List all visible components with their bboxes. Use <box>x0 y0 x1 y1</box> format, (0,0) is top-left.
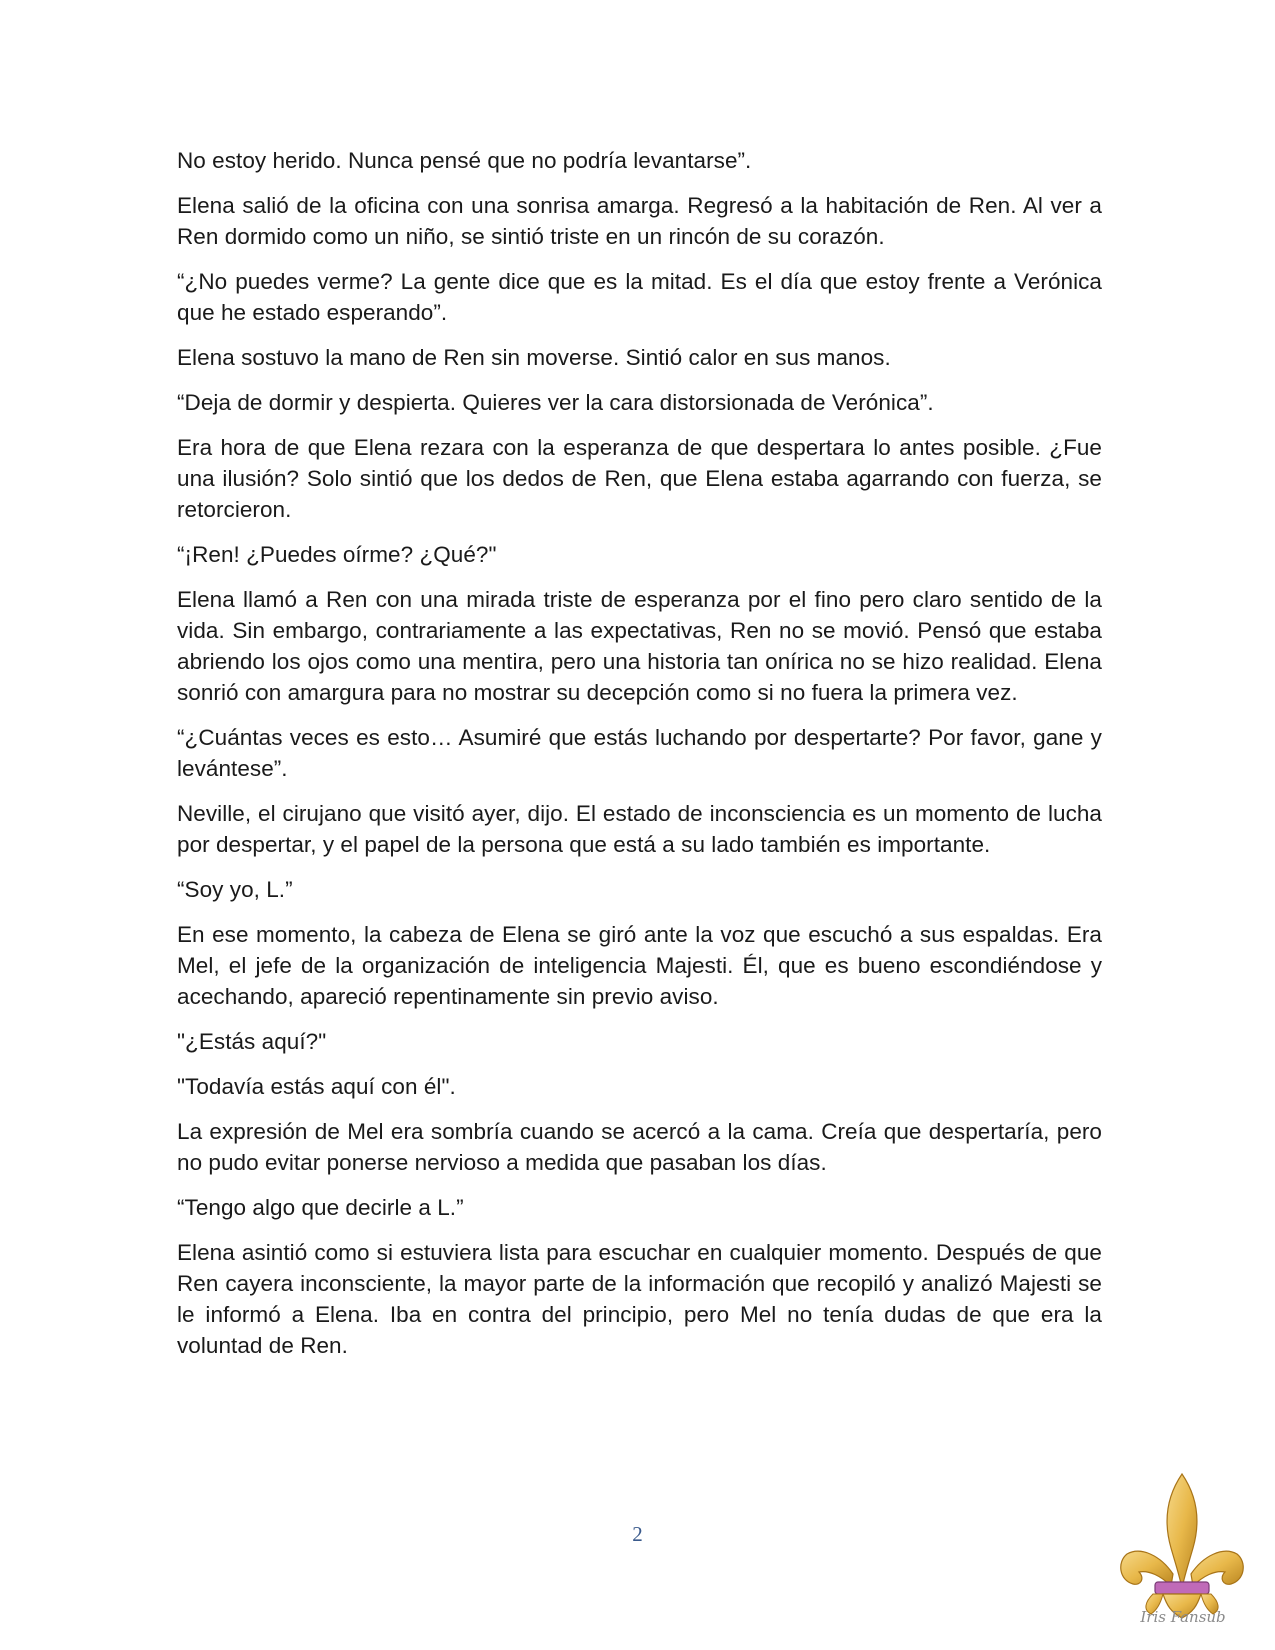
paragraph: Era hora de que Elena rezara con la esperanza de que despertara lo antes posible. ¿Fue una ilusión? Solo sintió que los dedos de Ren, que Elena estaba agarrando con fuerza, se retorcieron. <box>177 435 1102 522</box>
paragraph: Neville, el cirujano que visitó ayer, dijo. El estado de inconsciencia es un momento de lucha por despertar, y el papel de la persona que está a su lado también es importante. <box>177 801 1102 857</box>
paragraph: La expresión de Mel era sombría cuando se acercó a la cama. Creía que despertaría, pero no pudo evitar ponerse nervioso a medida que pasaban los días. <box>177 1119 1102 1175</box>
paragraph: En ese momento, la cabeza de Elena se giró ante la voz que escuchó a sus espaldas. Era Mel, el jefe de la organización de inteligencia Majesti. Él, que es bueno escondiéndose y acechando, apareció repentinamente sin previo aviso. <box>177 922 1102 1009</box>
paragraph: “Soy yo, L.” <box>177 877 293 902</box>
paragraph: No estoy herido. Nunca pensé que no podría levantarse”. <box>177 148 752 173</box>
page-body <box>177 145 1102 1375</box>
paragraph: “¡Ren! ¿Puedes oírme? ¿Qué?" <box>177 542 497 567</box>
paragraph: “¿No puedes verme? La gente dice que es la mitad. Es el día que estoy frente a Verónica que he estado esperando”. <box>177 269 1102 325</box>
paragraph: Elena llamó a Ren con una mirada triste de esperanza por el fino pero claro sentido de la vida. Sin embargo, contrariamente a las expectativas, Ren no se movió. Pensó que estaba abriendo los ojos como una mentira, pero una historia tan onírica no se hizo realidad. Elena sonrió con amargura para no mostrar su decepción como si no fuera la primera vez. <box>177 587 1102 705</box>
paragraph: Elena salió de la oficina con una sonrisa amarga. Regresó a la habitación de Ren. Al ver a Ren dormido como un niño, se sintió triste en un rincón de su corazón. <box>177 193 1102 249</box>
paragraph: "¿Estás aquí?" <box>177 1029 327 1054</box>
watermark-text: Iris Fansub <box>1140 1608 1226 1626</box>
paragraph: Elena sostuvo la mano de Ren sin moverse. Sintió calor en sus manos. <box>177 345 891 370</box>
paragraph: "Todavía estás aquí con él". <box>177 1074 456 1099</box>
paragraph: “Tengo algo que decirle a L.” <box>177 1195 464 1220</box>
page-number: 2 <box>632 1522 643 1546</box>
paragraph: “Deja de dormir y despierta. Quieres ver la cara distorsionada de Verónica”. <box>177 390 934 415</box>
paragraph: Elena asintió como si estuviera lista para escuchar en cualquier momento. Después de que Ren cayera inconsciente, la mayor parte de la información que recopiló y analizó Majesti se le informó a Elena. Iba en contra del principio, pero Mel no tenía dudas de que era la voluntad de Ren. <box>177 1240 1102 1358</box>
paragraph: “¿Cuántas veces es esto… Asumiré que estás luchando por despertarte? Por favor, gane y levántese”. <box>177 725 1102 781</box>
